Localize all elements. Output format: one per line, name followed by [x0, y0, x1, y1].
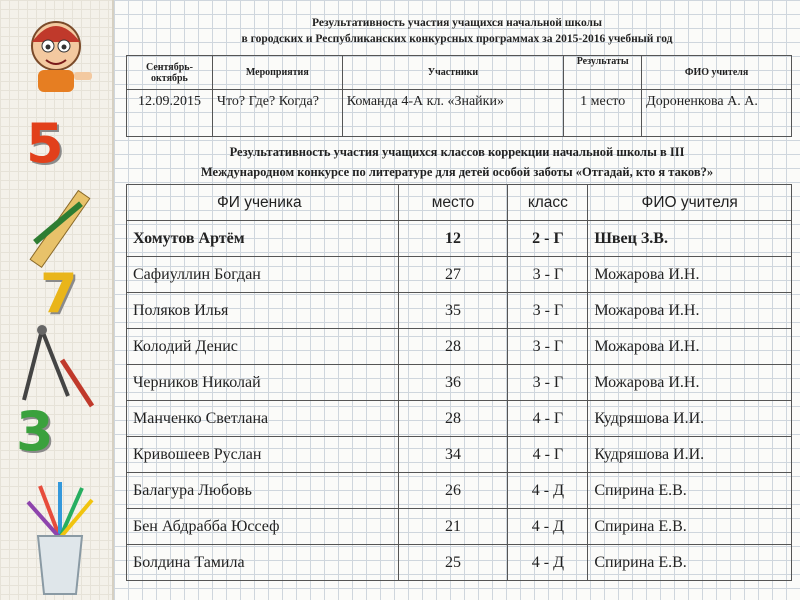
section2-table	[126, 184, 792, 581]
pencil-cup-icon	[20, 478, 100, 598]
student-place: 28	[398, 329, 508, 365]
column-header: ФИО учителя	[588, 185, 792, 221]
student-teacher: Можарова И.Н.	[588, 329, 792, 365]
student-name: Сафиуллин Богдан	[127, 257, 399, 293]
student-name: Бен Абдрабба Юссеф	[127, 509, 399, 545]
digit-five: 5	[26, 112, 64, 175]
column-header: Участники	[342, 56, 564, 90]
student-name: Манченко Светлана	[127, 401, 399, 437]
section2-title: Результативность участия учащихся классов коррекции начальной школы в III Международном конкурсе по литературе для детей особой заботы «Отгадай, кто я таков?»	[200, 145, 714, 179]
student-class: 3 - Г	[508, 365, 588, 401]
student-class: 2 - Г	[508, 221, 588, 257]
column-header: ФИ ученика	[127, 185, 399, 221]
student-class: 4 - Д	[508, 545, 588, 581]
student-place: 35	[398, 293, 508, 329]
digit-three: 3	[16, 400, 54, 463]
student-teacher: Спирина Е.В.	[588, 473, 792, 509]
student-place: 36	[398, 365, 508, 401]
cartoon-character-icon	[10, 6, 102, 98]
table-header-row	[127, 56, 792, 90]
student-teacher: Кудряшова И.И.	[588, 437, 792, 473]
table-row	[127, 90, 792, 137]
event-participants: Команда 4-А кл. «Знайки»	[342, 90, 564, 137]
student-class: 4 - Г	[508, 437, 588, 473]
student-place: 25	[398, 545, 508, 581]
column-header: место	[398, 185, 508, 221]
student-teacher: Швец З.В.	[588, 221, 792, 257]
student-place: 34	[398, 437, 508, 473]
student-place: 12	[398, 221, 508, 257]
event-name: Что? Где? Когда?	[212, 90, 342, 137]
table-row	[127, 509, 792, 545]
student-name: Хомутов Артём	[127, 221, 399, 257]
table-row	[127, 257, 792, 293]
decorative-sidebar	[0, 0, 114, 600]
column-header: Сентябрь-октябрь	[127, 56, 213, 90]
student-place: 26	[398, 473, 508, 509]
digit-seven: 7	[40, 262, 78, 325]
student-class: 4 - Г	[508, 401, 588, 437]
column-header: класс	[508, 185, 588, 221]
student-place: 27	[398, 257, 508, 293]
student-class: 3 - Г	[508, 329, 588, 365]
table-row	[127, 473, 792, 509]
student-teacher: Кудряшова И.И.	[588, 401, 792, 437]
ruler-icon	[18, 190, 98, 270]
table-row	[127, 545, 792, 581]
column-header: Результаты	[564, 56, 642, 90]
student-class: 3 - Г	[508, 293, 588, 329]
column-header: Мероприятия	[212, 56, 342, 90]
student-place: 28	[398, 401, 508, 437]
table-header-row	[127, 185, 792, 221]
student-teacher: Можарова И.Н.	[588, 365, 792, 401]
student-class: 4 - Д	[508, 509, 588, 545]
section1-title: Результативность участия учащихся начальной школы в городских и Республиканских конкурсных программах за 2015-2016 учебный год	[241, 17, 673, 45]
table-row	[127, 365, 792, 401]
student-name: Кривошеев Руслан	[127, 437, 399, 473]
event-teacher: Дороненкова А. А.	[642, 90, 792, 137]
student-name: Колодий Денис	[127, 329, 399, 365]
table-row	[127, 293, 792, 329]
compass-icon	[12, 320, 102, 410]
table-row	[127, 437, 792, 473]
student-name: Балагура Любовь	[127, 473, 399, 509]
student-name: Поляков Илья	[127, 293, 399, 329]
student-teacher: Спирина Е.В.	[588, 545, 792, 581]
column-header: ФИО учителя	[642, 56, 792, 90]
table-row	[127, 401, 792, 437]
section1-table	[126, 55, 792, 137]
student-teacher: Спирина Е.В.	[588, 509, 792, 545]
table-row	[127, 221, 792, 257]
student-name: Болдина Тамила	[127, 545, 399, 581]
student-name: Черников Николай	[127, 365, 399, 401]
student-place: 21	[398, 509, 508, 545]
student-teacher: Можарова И.Н.	[588, 257, 792, 293]
event-date: 12.09.2015	[127, 90, 213, 137]
student-class: 4 - Д	[508, 473, 588, 509]
student-teacher: Можарова И.Н.	[588, 293, 792, 329]
event-result: 1 место	[564, 90, 642, 137]
student-class: 3 - Г	[508, 257, 588, 293]
table-row	[127, 329, 792, 365]
